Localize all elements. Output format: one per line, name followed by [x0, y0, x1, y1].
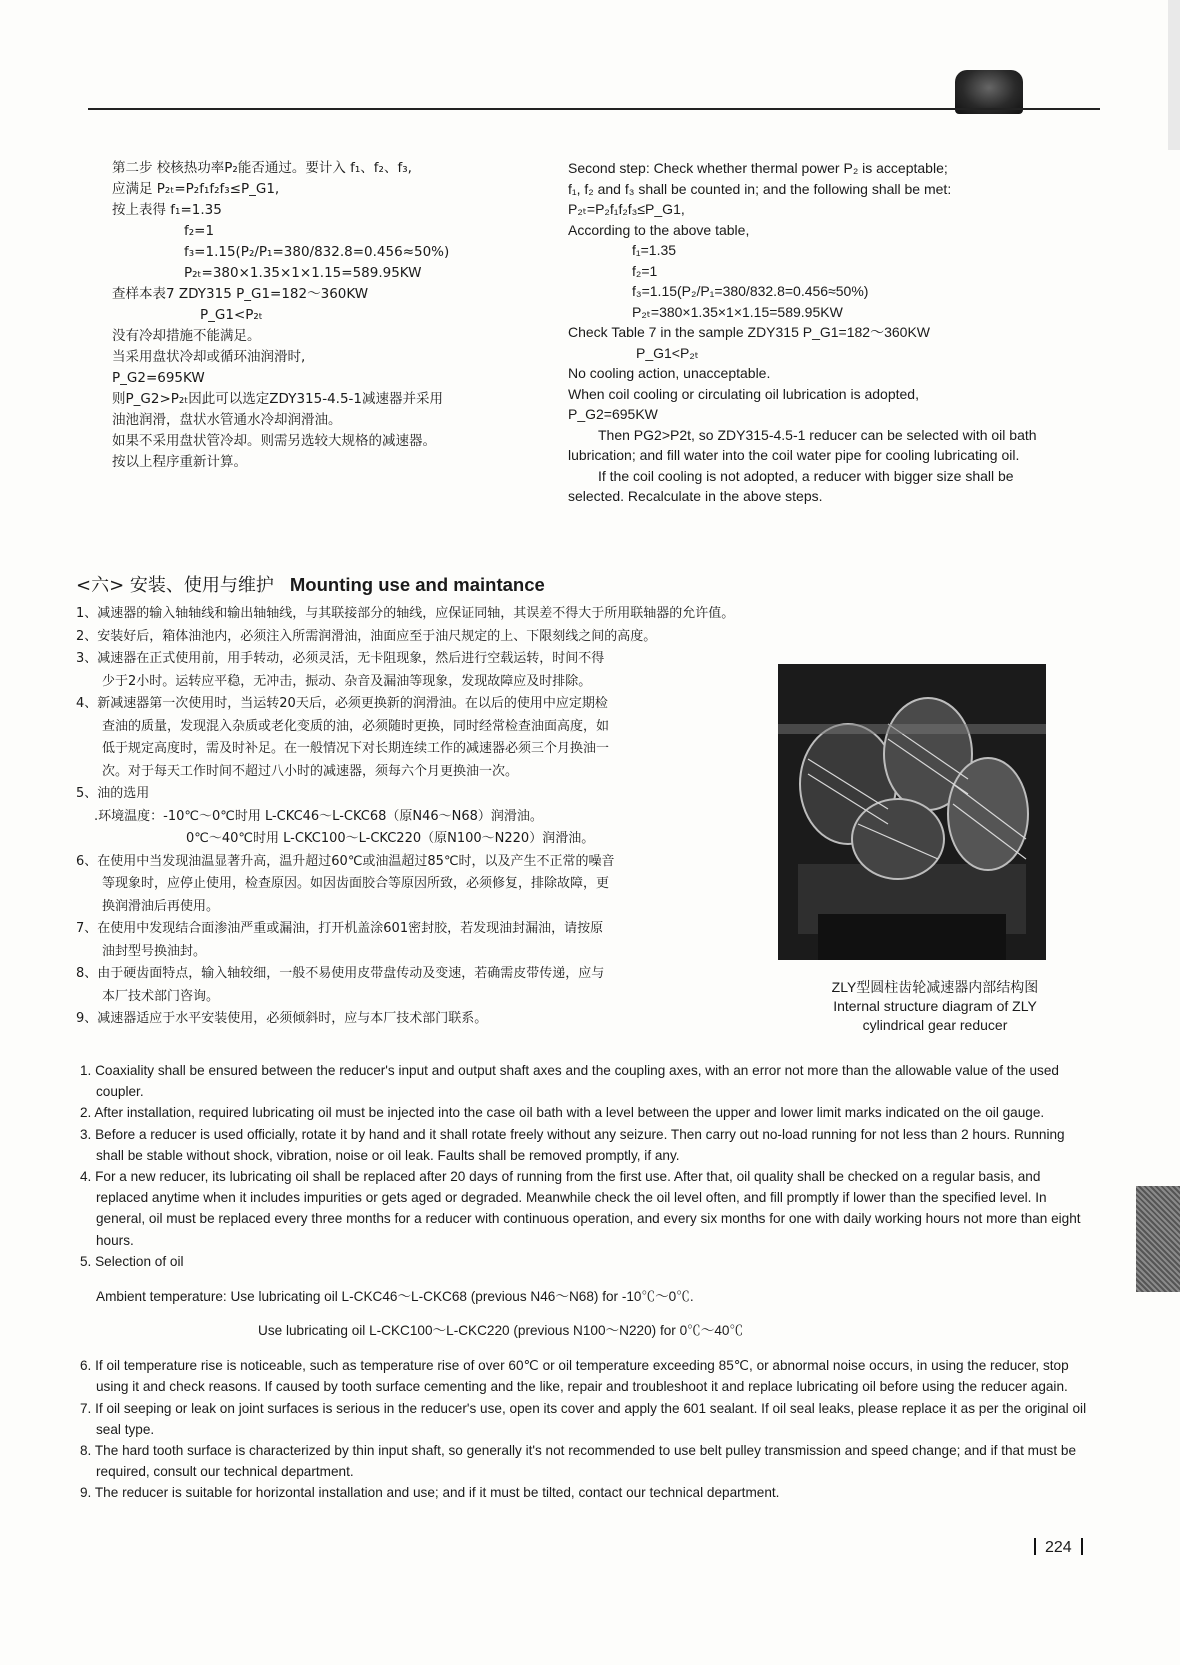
section-title-en: Mounting use and maintance	[289, 574, 545, 595]
en-paragraph: Then PG2>P2t, so ZDY315-4.5-1 reducer can be selected with oil bath lubrication; and fill water into the coil water pipe for cooling lubricating oil.	[568, 426, 1037, 463]
page-edge-shadow	[1168, 0, 1180, 150]
list-item-continuation: 少于2小时。运转应平稳，无冲击，振动、杂音及漏油等现象，发现故障应及时排除。	[102, 673, 592, 689]
list-item: 7、在使用中发现结合面渗油严重或漏油，打开机盖涂601密封胶，若发现油封漏油，请按原	[76, 921, 604, 936]
cn-line: 按以上程序重新计算。	[112, 454, 247, 470]
list-item: 4、新减速器第一次使用时，当运转20天后，必须更换新的润滑油。在以后的使用中应定期检	[76, 696, 608, 711]
list-item: 3. Before a reducer is used officially, rotate it by hand and it shall rotate freely without any seizure. Then carry out no-load running for not less than 2 hours. Running shall be stable without shock, vibration, noise or oil leak. Faults shall be removed promptly, if any.	[80, 1126, 1065, 1163]
list-item: 6. If oil temperature rise is noticeable, such as temperature rise of over 60℃ or oil temperature exceeding 85℃, or abnormal noise occurs, in using the reducer, stop using it and check reasons. If caused by tooth surface cementing and the like, repair and troubleshoot it and replace lubricating oil before using the reducer again.	[80, 1358, 1069, 1395]
cn-line: 则P_G2>P₂ₜ因此可以选定ZDY315-4.5-1减速器并采用	[112, 391, 444, 407]
list-item: 1. Coaxiality shall be ensured between the reducer's input and output shaft axes and the coupling axes, with an error not more than the allowable value of the used coupler.	[80, 1063, 1059, 1100]
figure-caption	[790, 978, 1080, 1035]
gear-reducer-illustration	[778, 664, 1046, 960]
cn-line: 没有冷却措施不能满足。	[112, 328, 261, 344]
en-line: P₂ₜ=380×1.35×1×1.15=589.95KW	[632, 303, 843, 320]
maintenance-list-en	[80, 1060, 1090, 1504]
list-item: 4. For a new reducer, its lubricating oil shall be replaced after 20 days of running from the first use. After that, oil quality shall be checked on a regular basis, and replaced anytime when it includes impurities or gets aged or degraded. Meanwhile check the oil level often, and fill promptly if lower than the specified level. In general, oil must be replaced every three months for a reducer with continuous operation, and every six months for one with daily working hours not more than eight hours.	[80, 1169, 1081, 1248]
list-subitem: Use lubricating oil L-CKC100～L-CKC220 (previous N100～N220) for 0℃～40℃	[258, 1323, 744, 1339]
list-subitem: Ambient temperature: Use lubricating oil L-CKC46～L-CKC68 (previous N46～N68) for -10℃～0℃.	[96, 1288, 694, 1304]
list-item: 2、安装好后，箱体油池内，必须注入所需润滑油，油面应至于油尺规定的上、下限刻线之间的高度。	[76, 628, 657, 644]
list-item-continuation: 油封型号换油封。	[102, 943, 207, 959]
list-item-continuation: 换润滑油后再使用。	[102, 898, 220, 914]
list-item: 5. Selection of oil	[80, 1253, 184, 1269]
cn-line: 油池润滑，盘状水管通水冷却润滑油。	[112, 412, 342, 428]
caption-en: Internal structure diagram of ZLY	[833, 998, 1037, 1014]
page-number-bar	[1081, 1538, 1083, 1555]
en-line: No cooling action, unacceptable.	[568, 365, 771, 381]
cn-line: P_G1<P₂ₜ	[200, 307, 263, 323]
list-item-continuation: 低于规定高度时，需及时补足。在一般情况下对长期连续工作的减速器必须三个月换油一	[102, 741, 610, 756]
list-item: 8、由于硬齿面特点，输入轴较细，一般不易使用皮带盘传动及变速，若确需皮带传递，应与	[76, 966, 605, 981]
en-line: P_G1<P₂ₜ	[636, 344, 699, 361]
list-item-continuation: 等现象时，应停止使用，检查原因。如因齿面胶合等原因所致，必须修复，排除故障，更	[102, 876, 610, 891]
caption-en: cylindrical gear reducer	[862, 1017, 1008, 1033]
cn-line: P_G2=695KW	[112, 370, 205, 386]
maintenance-list-cn	[76, 603, 766, 1031]
list-item-continuation: 次。对于每天工作时间不超过八小时的减速器，须每六个月更换油一次。	[102, 763, 519, 779]
en-line: f₃=1.15(P₂/P₁=380/832.8=0.456≈50%)	[632, 283, 869, 299]
cn-line: 应满足 P₂ₜ=P₂f₁f₂f₃≤P_G1,	[112, 181, 280, 197]
en-line: f₁, f₂ and f₃ shall be counted in; and the following shall be met:	[568, 180, 952, 197]
cn-line: P₂ₜ=380×1.35×1×1.15=589.95KW	[184, 265, 422, 281]
cn-line: f₃=1.15(P₂/P₁=380/832.8=0.456≈50%)	[184, 244, 450, 260]
step2-english-column	[568, 158, 1068, 507]
en-line: P_G2=695KW	[568, 406, 658, 422]
cn-line: 查样本表7 ZDY315 P_G1=182～360KW	[112, 286, 369, 302]
step2-chinese-column	[112, 158, 552, 473]
section-title-cn: <六> 安装、使用与维护	[76, 575, 274, 596]
list-item: 8. The hard tooth surface is characterized by thin input shaft, so generally it's not recommended to use belt pulley transmission and speed change; and if that must be required, consult our technical department.	[80, 1443, 1077, 1480]
cn-line: 当采用盘状冷却或循环油润滑时,	[112, 349, 306, 365]
cn-line: 按上表得 f₁=1.35	[112, 202, 222, 218]
page-number	[1025, 1538, 1092, 1557]
list-item-continuation: 查油的质量，发现混入杂质或老化变质的油，必须随时更换，同时经常检查油面高度，如	[102, 718, 610, 734]
list-item: 9. The reducer is suitable for horizontal installation and use; and if it must be tilted, contact our technical department.	[80, 1485, 780, 1501]
page-number-bar	[1034, 1538, 1036, 1555]
en-line: f₂=1	[632, 262, 658, 279]
en-line: According to the above table,	[568, 221, 750, 238]
list-item: 1、减速器的输入轴轴线和输出轴轴线，与其联接部分的轴线，应保证同轴，其误差不得大于所用联轴器的允许值。	[76, 606, 735, 621]
list-item-continuation: 本厂技术部门咨询。	[102, 988, 220, 1004]
en-line: f₁=1.35	[632, 242, 677, 258]
caption-cn: ZLY型圆柱齿轮减速器内部结构图	[831, 979, 1039, 995]
list-item: 6、在使用中当发现油温显著升高，温升超过60℃或油温超过85℃时，以及产生不正常的噪音	[76, 853, 615, 869]
en-line: When coil cooling or circulating oil lubrication is adopted,	[568, 385, 919, 402]
page-number-text: 224	[1045, 1539, 1072, 1556]
en-line: P₂ₜ=P₂f₁f₂f₃≤P_G1,	[568, 201, 685, 217]
list-item: 3、减速器在正式使用前，用手转动，必须灵活，无卡阻现象，然后进行空载运转，时间不得	[76, 651, 605, 666]
cn-line: f₂=1	[184, 223, 215, 239]
cn-line: 如果不采用盘状管冷却。则需另选较大规格的减速器。	[112, 433, 436, 449]
list-subitem: .环境温度：-10℃～0℃时用 L-CKC46～L-CKC68（原N46～N68）润滑油。	[94, 808, 543, 824]
list-item: 5、油的选用	[76, 786, 150, 801]
header-rule	[88, 108, 1100, 110]
en-paragraph: If the coil cooling is not adopted, a reducer with bigger size shall be selected. Recalculate in the above steps.	[568, 467, 1014, 504]
list-item: 7. If oil seeping or leak on joint surfaces is serious in the reducer's use, open its cover and apply the 601 sealant. If oil seal leaks, please replace it as per the original oil seal type.	[80, 1400, 1087, 1437]
list-subitem: 0℃～40℃时用 L-CKC100～L-CKC220（原N100～N220）润滑油。	[186, 831, 595, 846]
list-item: 9、减速器适应于水平安装使用，必须倾斜时，应与本厂技术部门联系。	[76, 1011, 488, 1026]
reducer-internal-photo	[778, 664, 1046, 960]
section-heading	[76, 571, 545, 597]
list-item: 2. After installation, required lubricating oil must be injected into the case oil bath with a level between the upper and lower limit marks indicated on the oil gauge.	[80, 1105, 1045, 1121]
en-line: Second step: Check whether thermal power P₂ is acceptable;	[568, 160, 948, 176]
cn-line: 第二步 校核热功率P₂能否通过。要计入 f₁、f₂、f₃,	[112, 160, 412, 176]
side-section-tab	[1136, 1186, 1180, 1292]
en-line: Check Table 7 in the sample ZDY315 P_G1=182～360KW	[568, 324, 931, 340]
